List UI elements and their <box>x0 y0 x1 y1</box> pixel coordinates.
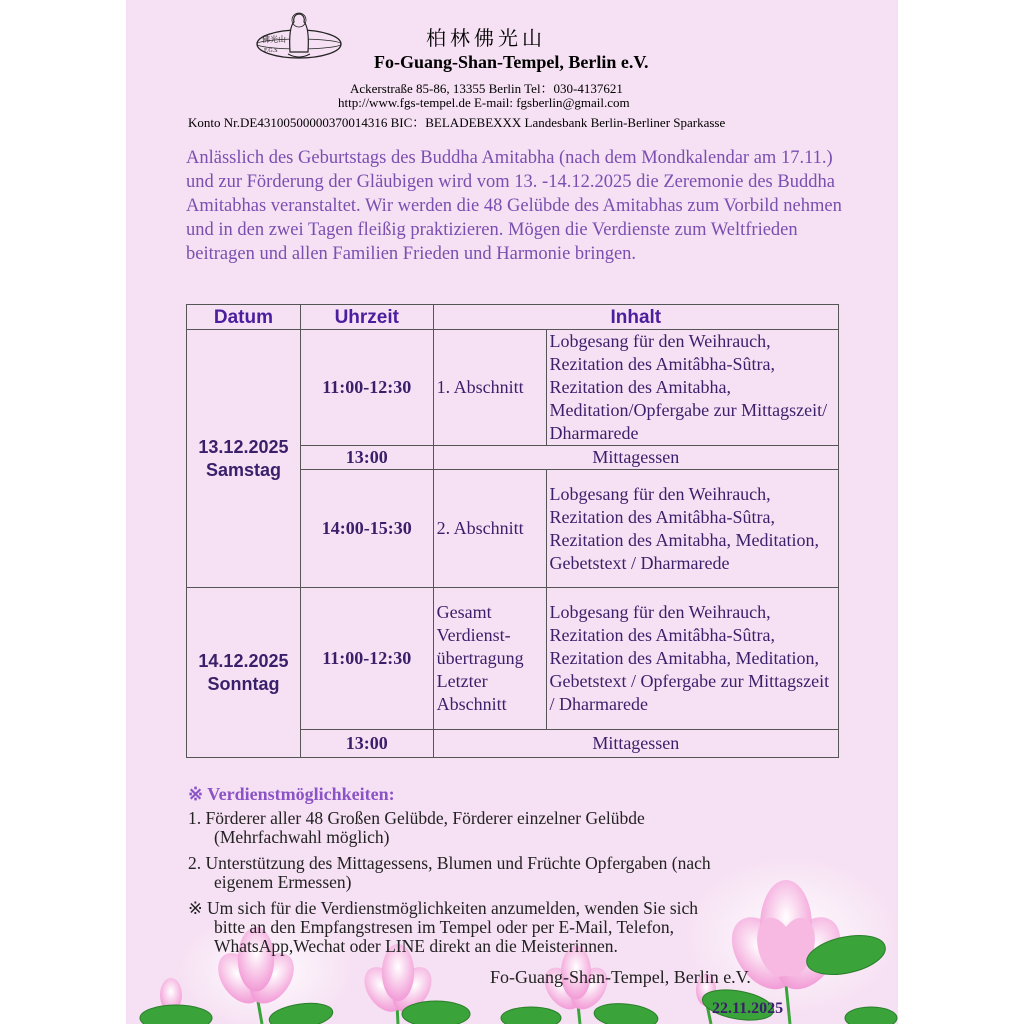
content-cell: Lobgesang für den Weihrauch, Rezitation des Amitâbha-Sûtra, Rezitation des Amitabha, Meditation, Gebetstext / Dharmarede <box>546 470 838 588</box>
weekday-day1: Samstag <box>205 459 281 480</box>
header-uhrzeit: Uhrzeit <box>300 305 433 330</box>
issue-date: 22.11.2025 <box>712 1000 784 1017</box>
schedule-table <box>186 304 839 758</box>
flyer-page <box>126 0 898 1024</box>
registration-note-line1: ※ Um sich für die Verdienstmöglichkeiten anzumelden, wenden Sie sich <box>188 898 699 918</box>
section-cell: 2. Abschnitt <box>433 470 546 588</box>
weekday-day2: Sonntag <box>207 673 280 694</box>
benefit-item-2-line2: eigenem Ermessen) <box>214 872 352 892</box>
benefits-section <box>188 784 838 963</box>
table-row <box>187 330 839 446</box>
time-cell: 13:00 <box>300 730 433 758</box>
bank-line: Konto Nr.DE43100500000370014316 BIC：BELADEBEXXX Landesbank Berlin-Berliner Sparkasse <box>188 115 726 130</box>
time-cell: 11:00-12:30 <box>300 588 433 730</box>
benefit-item-2 <box>188 854 838 892</box>
header-inhalt: Inhalt <box>433 305 838 330</box>
date-day1: 13.12.2025 <box>198 436 289 457</box>
web-email-line: http://www.fgs-tempel.de E-mail: fgsberlin@gmail.com <box>338 95 630 110</box>
benefit-item-1-line1: 1. Förderer aller 48 Großen Gelübde, Förderer einzelner Gelübde <box>188 808 645 828</box>
content-cell: Lobgesang für den Weihrauch, Rezitation des Amitâbha-Sûtra, Rezitation des Amitabha, Meditation/Opfergabe zur Mittagszeit/ Dharmarede <box>546 330 838 446</box>
section-cell: Gesamt Verdienst-übertragung Letzter Abschnitt <box>433 588 546 730</box>
fgs-logo <box>254 8 344 64</box>
lunch-cell: Mittagessen <box>433 446 838 470</box>
time-cell: 13:00 <box>300 446 433 470</box>
temple-name: Fo-Guang-Shan-Tempel, Berlin e.V. <box>374 52 649 72</box>
table-header-row <box>187 305 839 330</box>
svg-text:佛光山: 佛光山 <box>262 35 286 44</box>
content-cell: Lobgesang für den Weihrauch, Rezitation des Amitâbha-Sûtra, Rezitation des Amitabha, Meditation, Gebetstext / Opfergabe zur Mittagszeit / Dharmarede <box>546 588 838 730</box>
benefits-heading: ※ Verdienstmöglichkeiten: <box>188 784 395 804</box>
intro-paragraph: Anlässlich des Geburtstags des Buddha Amitabha (nach dem Mondkalendar am 17.11.) und zur Förderung der Gläubigen wird vom 13. -14.12.2025 die Zeremonie des Buddha Amitabhas veranstaltet. Wir werden die 48 Gelübde des Amitabhas zum Vorbild nehmen und in den zwei Tagen fleißig praktizieren. Mögen die Verdienste zum Weltfrieden beitragen und allen Familien Frieden und Harmonie bringen. <box>186 148 842 264</box>
address-line: Ackerstraße 85-86, 13355 Berlin Tel：030-4137621 <box>350 81 623 96</box>
lunch-cell: Mittagessen <box>433 730 838 758</box>
date-day2: 14.12.2025 <box>198 650 289 671</box>
date-cell-day1 <box>187 330 301 588</box>
registration-note <box>188 899 838 956</box>
table-row <box>187 588 839 730</box>
registration-note-line2: bitte an den Empfangstresen im Tempel oder per E-Mail, Telefon, <box>214 917 675 937</box>
temple-name-chinese: 柏林佛光山 <box>426 26 546 50</box>
time-cell: 14:00-15:30 <box>300 470 433 588</box>
time-cell: 11:00-12:30 <box>300 330 433 446</box>
registration-note-line3: WhatsApp,Wechat oder LINE direkt an die Meisterinnen. <box>214 936 618 956</box>
benefit-item-2-line1: 2. Unterstützung des Mittagessens, Blumen und Früchte Opfergaben (nach <box>188 853 711 873</box>
svg-text:F.G.S: F.G.S <box>264 48 278 54</box>
benefit-item-1-line2: (Mehrfachwahl möglich) <box>214 827 390 847</box>
signature: Fo-Guang-Shan-Tempel, Berlin e.V. <box>490 967 751 987</box>
benefit-item-1 <box>188 809 838 847</box>
header-datum: Datum <box>187 305 301 330</box>
section-cell: 1. Abschnitt <box>433 330 546 446</box>
date-cell-day2 <box>187 588 301 758</box>
